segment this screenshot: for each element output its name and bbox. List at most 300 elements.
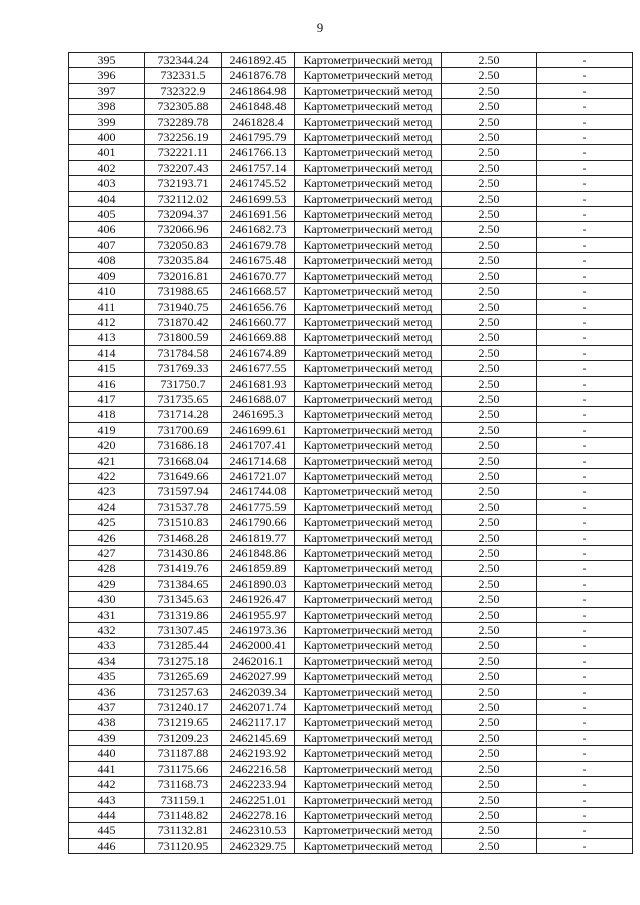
point-number-cell: 439 (69, 730, 145, 745)
accuracy-cell: 2.50 (442, 576, 537, 591)
note-cell: - (537, 253, 633, 268)
accuracy-cell: 2.50 (442, 83, 537, 98)
table-row (69, 730, 633, 745)
point-number-cell: 412 (69, 314, 145, 329)
point-number-cell: 437 (69, 700, 145, 715)
table-row (69, 700, 633, 715)
x-coordinate-cell: 731120.95 (145, 838, 222, 853)
x-coordinate-cell: 732193.71 (145, 176, 222, 191)
table-row (69, 761, 633, 776)
y-coordinate-cell: 2461775.59 (222, 499, 295, 514)
accuracy-cell: 2.50 (442, 530, 537, 545)
accuracy-cell: 2.50 (442, 268, 537, 283)
accuracy-cell: 2.50 (442, 99, 537, 114)
table-row (69, 623, 633, 638)
method-cell: Картометрический метод (295, 130, 442, 145)
point-number-cell: 421 (69, 453, 145, 468)
note-cell: - (537, 499, 633, 514)
method-cell: Картометрический метод (295, 730, 442, 745)
point-number-cell: 425 (69, 515, 145, 530)
point-number-cell: 417 (69, 391, 145, 406)
table-row (69, 792, 633, 807)
accuracy-cell: 2.50 (442, 438, 537, 453)
method-cell: Картометрический метод (295, 653, 442, 668)
method-cell: Картометрический метод (295, 176, 442, 191)
y-coordinate-cell: 2462233.94 (222, 777, 295, 792)
point-number-cell: 401 (69, 145, 145, 160)
method-cell: Картометрический метод (295, 499, 442, 514)
note-cell: - (537, 284, 633, 299)
x-coordinate-cell: 731148.82 (145, 807, 222, 822)
point-number-cell: 440 (69, 746, 145, 761)
x-coordinate-cell: 732289.78 (145, 114, 222, 129)
point-number-cell: 418 (69, 407, 145, 422)
note-cell: - (537, 638, 633, 653)
x-coordinate-cell: 732207.43 (145, 160, 222, 175)
y-coordinate-cell: 2461955.97 (222, 607, 295, 622)
method-cell: Картометрический метод (295, 68, 442, 83)
table-row (69, 592, 633, 607)
x-coordinate-cell: 732322.9 (145, 83, 222, 98)
point-number-cell: 423 (69, 484, 145, 499)
method-cell: Картометрический метод (295, 83, 442, 98)
method-cell: Картометрический метод (295, 361, 442, 376)
method-cell: Картометрический метод (295, 838, 442, 853)
accuracy-cell: 2.50 (442, 453, 537, 468)
method-cell: Картометрический метод (295, 761, 442, 776)
note-cell: - (537, 561, 633, 576)
y-coordinate-cell: 2462117.17 (222, 715, 295, 730)
table-row (69, 638, 633, 653)
y-coordinate-cell: 2462039.34 (222, 684, 295, 699)
accuracy-cell: 2.50 (442, 715, 537, 730)
note-cell: - (537, 361, 633, 376)
accuracy-cell: 2.50 (442, 700, 537, 715)
x-coordinate-cell: 732344.24 (145, 53, 222, 68)
x-coordinate-cell: 732331.5 (145, 68, 222, 83)
y-coordinate-cell: 2461714.68 (222, 453, 295, 468)
point-number-cell: 422 (69, 468, 145, 483)
table-row (69, 453, 633, 468)
note-cell: - (537, 484, 633, 499)
x-coordinate-cell: 731940.75 (145, 299, 222, 314)
method-cell: Картометрический метод (295, 484, 442, 499)
table-row (69, 222, 633, 237)
x-coordinate-cell: 732112.02 (145, 191, 222, 206)
note-cell: - (537, 792, 633, 807)
point-number-cell: 444 (69, 807, 145, 822)
method-cell: Картометрический метод (295, 823, 442, 838)
table-row (69, 823, 633, 838)
accuracy-cell: 2.50 (442, 253, 537, 268)
accuracy-cell: 2.50 (442, 761, 537, 776)
method-cell: Картометрический метод (295, 607, 442, 622)
point-number-cell: 414 (69, 345, 145, 360)
table-row (69, 145, 633, 160)
y-coordinate-cell: 2462000.41 (222, 638, 295, 653)
note-cell: - (537, 684, 633, 699)
method-cell: Картометрический метод (295, 222, 442, 237)
table-row (69, 438, 633, 453)
method-cell: Картометрический метод (295, 114, 442, 129)
y-coordinate-cell: 2462027.99 (222, 669, 295, 684)
y-coordinate-cell: 2461795.79 (222, 130, 295, 145)
x-coordinate-cell: 731870.42 (145, 314, 222, 329)
note-cell: - (537, 68, 633, 83)
table-row (69, 99, 633, 114)
accuracy-cell: 2.50 (442, 284, 537, 299)
accuracy-cell: 2.50 (442, 130, 537, 145)
y-coordinate-cell: 2461660.77 (222, 314, 295, 329)
accuracy-cell: 2.50 (442, 407, 537, 422)
note-cell: - (537, 191, 633, 206)
method-cell: Картометрический метод (295, 191, 442, 206)
y-coordinate-cell: 2462278.16 (222, 807, 295, 822)
table-row (69, 422, 633, 437)
note-cell: - (537, 114, 633, 129)
y-coordinate-cell: 2461876.78 (222, 68, 295, 83)
point-number-cell: 410 (69, 284, 145, 299)
note-cell: - (537, 777, 633, 792)
x-coordinate-cell: 731275.18 (145, 653, 222, 668)
x-coordinate-cell: 731784.58 (145, 345, 222, 360)
table-row (69, 268, 633, 283)
method-cell: Картометрический метод (295, 592, 442, 607)
x-coordinate-cell: 731307.45 (145, 623, 222, 638)
point-number-cell: 411 (69, 299, 145, 314)
method-cell: Картометрический метод (295, 160, 442, 175)
note-cell: - (537, 391, 633, 406)
x-coordinate-cell: 731319.86 (145, 607, 222, 622)
accuracy-cell: 2.50 (442, 314, 537, 329)
point-number-cell: 446 (69, 838, 145, 853)
accuracy-cell: 2.50 (442, 468, 537, 483)
point-number-cell: 427 (69, 546, 145, 561)
note-cell: - (537, 99, 633, 114)
point-number-cell: 415 (69, 361, 145, 376)
accuracy-cell: 2.50 (442, 730, 537, 745)
point-number-cell: 432 (69, 623, 145, 638)
method-cell: Картометрический метод (295, 314, 442, 329)
table-row (69, 376, 633, 391)
y-coordinate-cell: 2462310.53 (222, 823, 295, 838)
y-coordinate-cell: 2461695.3 (222, 407, 295, 422)
x-coordinate-cell: 731769.33 (145, 361, 222, 376)
method-cell: Картометрический метод (295, 715, 442, 730)
note-cell: - (537, 546, 633, 561)
y-coordinate-cell: 2461669.88 (222, 330, 295, 345)
method-cell: Картометрический метод (295, 330, 442, 345)
x-coordinate-cell: 731750.7 (145, 376, 222, 391)
accuracy-cell: 2.50 (442, 330, 537, 345)
method-cell: Картометрический метод (295, 299, 442, 314)
note-cell: - (537, 807, 633, 822)
note-cell: - (537, 653, 633, 668)
point-number-cell: 429 (69, 576, 145, 591)
point-number-cell: 405 (69, 207, 145, 222)
x-coordinate-cell: 731168.73 (145, 777, 222, 792)
accuracy-cell: 2.50 (442, 191, 537, 206)
point-number-cell: 436 (69, 684, 145, 699)
point-number-cell: 399 (69, 114, 145, 129)
point-number-cell: 438 (69, 715, 145, 730)
accuracy-cell: 2.50 (442, 777, 537, 792)
method-cell: Картометрический метод (295, 284, 442, 299)
y-coordinate-cell: 2461656.76 (222, 299, 295, 314)
accuracy-cell: 2.50 (442, 176, 537, 191)
note-cell: - (537, 515, 633, 530)
point-number-cell: 407 (69, 237, 145, 252)
method-cell: Картометрический метод (295, 530, 442, 545)
x-coordinate-cell: 731649.66 (145, 468, 222, 483)
method-cell: Картометрический метод (295, 453, 442, 468)
note-cell: - (537, 761, 633, 776)
method-cell: Картометрический метод (295, 700, 442, 715)
table-row (69, 530, 633, 545)
x-coordinate-cell: 731700.69 (145, 422, 222, 437)
table-row (69, 653, 633, 668)
note-cell: - (537, 330, 633, 345)
method-cell: Картометрический метод (295, 638, 442, 653)
y-coordinate-cell: 2461744.08 (222, 484, 295, 499)
x-coordinate-cell: 731686.18 (145, 438, 222, 453)
y-coordinate-cell: 2461745.52 (222, 176, 295, 191)
note-cell: - (537, 222, 633, 237)
accuracy-cell: 2.50 (442, 145, 537, 160)
accuracy-cell: 2.50 (442, 561, 537, 576)
coordinates-table-body (69, 53, 633, 854)
x-coordinate-cell: 731468.28 (145, 530, 222, 545)
table-row (69, 253, 633, 268)
note-cell: - (537, 468, 633, 483)
x-coordinate-cell: 732066.96 (145, 222, 222, 237)
table-row (69, 284, 633, 299)
note-cell: - (537, 145, 633, 160)
accuracy-cell: 2.50 (442, 114, 537, 129)
accuracy-cell: 2.50 (442, 499, 537, 514)
method-cell: Картометрический метод (295, 53, 442, 68)
x-coordinate-cell: 731668.04 (145, 453, 222, 468)
note-cell: - (537, 623, 633, 638)
x-coordinate-cell: 731265.69 (145, 669, 222, 684)
x-coordinate-cell: 732016.81 (145, 268, 222, 283)
table-row (69, 114, 633, 129)
accuracy-cell: 2.50 (442, 422, 537, 437)
accuracy-cell: 2.50 (442, 607, 537, 622)
method-cell: Картометрический метод (295, 268, 442, 283)
note-cell: - (537, 730, 633, 745)
table-row (69, 838, 633, 853)
x-coordinate-cell: 732256.19 (145, 130, 222, 145)
method-cell: Картометрический метод (295, 376, 442, 391)
point-number-cell: 408 (69, 253, 145, 268)
point-number-cell: 398 (69, 99, 145, 114)
note-cell: - (537, 576, 633, 591)
method-cell: Картометрический метод (295, 391, 442, 406)
point-number-cell: 400 (69, 130, 145, 145)
y-coordinate-cell: 2461679.78 (222, 237, 295, 252)
note-cell: - (537, 407, 633, 422)
point-number-cell: 402 (69, 160, 145, 175)
x-coordinate-cell: 731219.65 (145, 715, 222, 730)
x-coordinate-cell: 731175.66 (145, 761, 222, 776)
note-cell: - (537, 53, 633, 68)
accuracy-cell: 2.50 (442, 345, 537, 360)
method-cell: Картометрический метод (295, 468, 442, 483)
method-cell: Картометрический метод (295, 777, 442, 792)
method-cell: Картометрический метод (295, 746, 442, 761)
y-coordinate-cell: 2461707.41 (222, 438, 295, 453)
table-row (69, 561, 633, 576)
table-row (69, 83, 633, 98)
method-cell: Картометрический метод (295, 684, 442, 699)
table-row (69, 299, 633, 314)
accuracy-cell: 2.50 (442, 807, 537, 822)
table-row (69, 237, 633, 252)
y-coordinate-cell: 2461668.57 (222, 284, 295, 299)
x-coordinate-cell: 731209.23 (145, 730, 222, 745)
note-cell: - (537, 237, 633, 252)
note-cell: - (537, 530, 633, 545)
table-row (69, 68, 633, 83)
table-row (69, 176, 633, 191)
method-cell: Картометрический метод (295, 145, 442, 160)
point-number-cell: 442 (69, 777, 145, 792)
x-coordinate-cell: 732094.37 (145, 207, 222, 222)
point-number-cell: 434 (69, 653, 145, 668)
table-row (69, 53, 633, 68)
y-coordinate-cell: 2462216.58 (222, 761, 295, 776)
table-row (69, 807, 633, 822)
table-row (69, 715, 633, 730)
accuracy-cell: 2.50 (442, 68, 537, 83)
point-number-cell: 426 (69, 530, 145, 545)
note-cell: - (537, 376, 633, 391)
method-cell: Картометрический метод (295, 207, 442, 222)
point-number-cell: 397 (69, 83, 145, 98)
x-coordinate-cell: 731597.94 (145, 484, 222, 499)
point-number-cell: 428 (69, 561, 145, 576)
note-cell: - (537, 838, 633, 853)
note-cell: - (537, 160, 633, 175)
x-coordinate-cell: 732305.88 (145, 99, 222, 114)
y-coordinate-cell: 2462251.01 (222, 792, 295, 807)
table-row (69, 607, 633, 622)
method-cell: Картометрический метод (295, 438, 442, 453)
table-row (69, 361, 633, 376)
method-cell: Картометрический метод (295, 407, 442, 422)
point-number-cell: 416 (69, 376, 145, 391)
x-coordinate-cell: 731345.63 (145, 592, 222, 607)
point-number-cell: 403 (69, 176, 145, 191)
y-coordinate-cell: 2462145.69 (222, 730, 295, 745)
x-coordinate-cell: 731187.88 (145, 746, 222, 761)
table-row (69, 484, 633, 499)
point-number-cell: 404 (69, 191, 145, 206)
accuracy-cell: 2.50 (442, 160, 537, 175)
method-cell: Картометрический метод (295, 515, 442, 530)
accuracy-cell: 2.50 (442, 299, 537, 314)
y-coordinate-cell: 2461721.07 (222, 468, 295, 483)
y-coordinate-cell: 2461675.48 (222, 253, 295, 268)
point-number-cell: 430 (69, 592, 145, 607)
x-coordinate-cell: 731537.78 (145, 499, 222, 514)
y-coordinate-cell: 2461848.86 (222, 546, 295, 561)
accuracy-cell: 2.50 (442, 391, 537, 406)
point-number-cell: 409 (69, 268, 145, 283)
table-row (69, 746, 633, 761)
table-row (69, 191, 633, 206)
note-cell: - (537, 345, 633, 360)
note-cell: - (537, 715, 633, 730)
table-row (69, 330, 633, 345)
note-cell: - (537, 130, 633, 145)
method-cell: Картометрический метод (295, 253, 442, 268)
y-coordinate-cell: 2461926.47 (222, 592, 295, 607)
x-coordinate-cell: 731257.63 (145, 684, 222, 699)
note-cell: - (537, 592, 633, 607)
x-coordinate-cell: 732221.11 (145, 145, 222, 160)
table-row (69, 468, 633, 483)
y-coordinate-cell: 2461828.4 (222, 114, 295, 129)
x-coordinate-cell: 731159.1 (145, 792, 222, 807)
y-coordinate-cell: 2461892.45 (222, 53, 295, 68)
note-cell: - (537, 700, 633, 715)
accuracy-cell: 2.50 (442, 684, 537, 699)
note-cell: - (537, 607, 633, 622)
point-number-cell: 413 (69, 330, 145, 345)
note-cell: - (537, 83, 633, 98)
point-number-cell: 419 (69, 422, 145, 437)
table-row (69, 207, 633, 222)
accuracy-cell: 2.50 (442, 546, 537, 561)
accuracy-cell: 2.50 (442, 376, 537, 391)
method-cell: Картометрический метод (295, 623, 442, 638)
table-row (69, 669, 633, 684)
coordinates-table (68, 52, 633, 854)
y-coordinate-cell: 2461688.07 (222, 391, 295, 406)
y-coordinate-cell: 2461699.61 (222, 422, 295, 437)
x-coordinate-cell: 731240.17 (145, 700, 222, 715)
x-coordinate-cell: 732035.84 (145, 253, 222, 268)
note-cell: - (537, 268, 633, 283)
method-cell: Картометрический метод (295, 345, 442, 360)
note-cell: - (537, 823, 633, 838)
y-coordinate-cell: 2462071.74 (222, 700, 295, 715)
accuracy-cell: 2.50 (442, 823, 537, 838)
y-coordinate-cell: 2461677.55 (222, 361, 295, 376)
table-row (69, 546, 633, 561)
y-coordinate-cell: 2462016.1 (222, 653, 295, 668)
x-coordinate-cell: 732050.83 (145, 237, 222, 252)
x-coordinate-cell: 731384.65 (145, 576, 222, 591)
point-number-cell: 433 (69, 638, 145, 653)
table-row (69, 684, 633, 699)
table-row (69, 130, 633, 145)
point-number-cell: 445 (69, 823, 145, 838)
x-coordinate-cell: 731800.59 (145, 330, 222, 345)
accuracy-cell: 2.50 (442, 237, 537, 252)
method-cell: Картометрический метод (295, 546, 442, 561)
method-cell: Картометрический метод (295, 561, 442, 576)
x-coordinate-cell: 731714.28 (145, 407, 222, 422)
accuracy-cell: 2.50 (442, 53, 537, 68)
accuracy-cell: 2.50 (442, 669, 537, 684)
table-row (69, 515, 633, 530)
note-cell: - (537, 746, 633, 761)
accuracy-cell: 2.50 (442, 638, 537, 653)
point-number-cell: 406 (69, 222, 145, 237)
